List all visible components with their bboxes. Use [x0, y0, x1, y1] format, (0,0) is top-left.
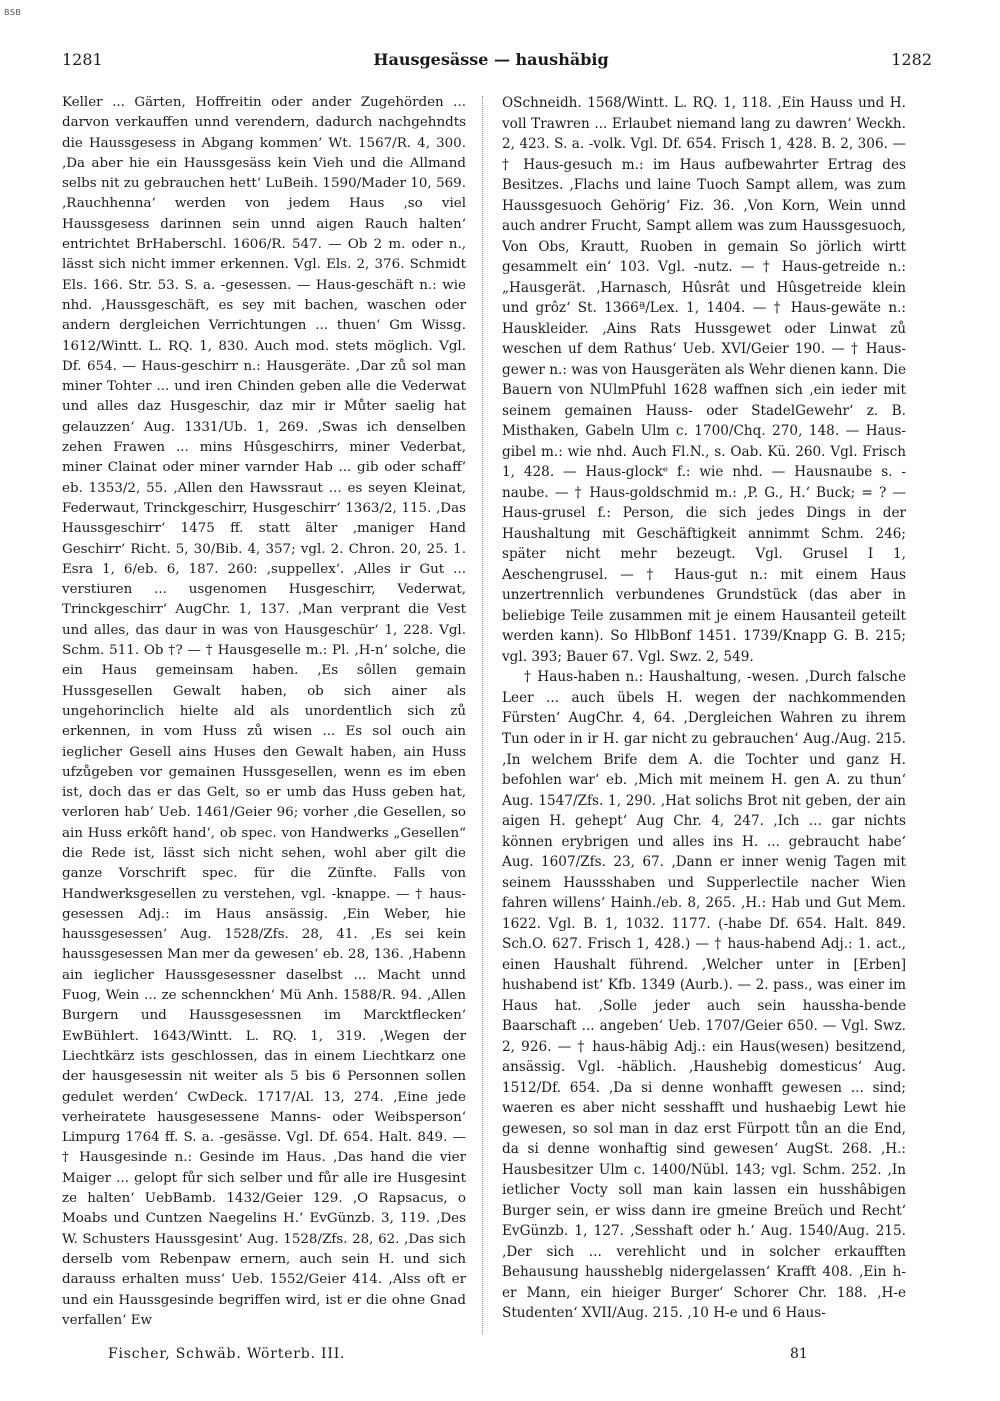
column-right-text-2: † Haus-haben n.: Haushaltung, -wesen. ‚Durch falsche Leer ... auch übels H. wegen der nachkommenden Fürsten‘ AugChr. 4, 64. ‚Dergleichen Wahren zu ihrem Tun oder in ir H. gar nicht zu gebrauchen‘ Aug./Aug. 215. ‚In welchem Brife dem A. die Tochter und ganz H. befohlen war‘ eb. ‚Mich mit meinem H. gen A. zu thun‘ Aug. 1547/Zfs. 1, 290. ‚Hat solichs Brot nit geben, der ain aigen H. gehept‘ Aug Chr. 4, 247. ‚Ich ... gar nichts können erybrigen und alles ins H. ... gebraucht habe‘ Aug. 1607/Zfs. 23, 67. ‚Dann er inner wenig Tagen mit seinem Haussshaben und Supperlectile nacher Wien fahren willens‘ Hainh./eb. 8, 265. ‚H.: Hab und Gut Mem. 1622. Vgl. B. 1, 1032. 1177. (-habe Df. 654. Halt. 849. Sch.O. 627. Frisch 1, 428.) — † haus-habend Adj.: 1. act., einen Haushalt führend. ‚Welcher unter in [Erben] hushabend ist‘ Kfb. 1349 (Aurb.). — 2. pass., was einer im Haus hat. ‚Solle jeder auch sein haussha-bende Baarschaft ... angeben‘ Ueb. 1707/Geier 650. — Vgl. Swz. 2, 926. — † haus-häbig Adj.: ein Haus(wesen) besitzend, ansässig. Vgl. -häblich. ‚Haushebig domesticus‘ Aug. 1512/Df. 654. ‚Da si denne wonhafft gewesen ... sind; waeren es aber nicht sesshafft und hushaebig Lewt hie gewesen, so sol man in daz erst Fürpott tůn an die End, da si denne wonhaftig sind gewesen‘ AugSt. 268. ‚H.: Hausbesitzer Ulm c. 1400/Nübl. 143; vgl. Schm. 252. ‚In ietlicher Vocty soll man kain lassen ein husshâbigen Burger sein, er wiss dann ire gmeine Breüch und Recht‘ EvGünzb. 1, 127. ‚Sesshaft oder h.‘ Aug. 1540/Aug. 215. ‚Der sich ... verehlicht und in solcher erkaufften Behausung haussheblg nidergelassen‘ Krafft 408. ‚Ein h-er Mann, ein hieiger Burger‘ Schorer Chr. 188. ‚H-e Studenten‘ XVII/Aug. 215. ‚10 H-e und 6 Haus-	[502, 669, 906, 1322]
column-right	[502, 93, 906, 1324]
column-right-text-1: OSchneidh. 1568/Wintt. L. RQ. 1, 118. ‚Ein Hauss und H. voll Trawren ... Erlaubet niemand lang zu dawren‘ Weckh. 2, 423. S. a. -volk. Vgl. Df. 654. Frisch 1, 428. B. 2, 306. — † Haus-gesuch m.: im Haus aufbewahrter Ertrag des Besitzes. ‚Flachs und laine Tuoch Sampt allem, was zum Haussgesuoch Gehörig‘ Fiz. 36. ‚Von Korn, Wein unnd auch andrer Frucht, Sampt allem was zum Haussgesuoch, Von Obs, Krautt, Ruoben in gemain So jörlich wirtt gesammelt ein‘ 103. Vgl. -nutz. — † Haus-getreide n.: „Hausgerät. ‚Harnasch, Hûsrât und Hûsgetreide klein und grôz‘ St. 1366ª/Lex. 1, 1404. — † Haus-gewäte n.: Hauskleider. ‚Ains Rats Hussgewet oder Linwat zů weschen uf dem Rathus‘ Ueb. XVI/Geier 190. — † Haus-gewer n.: was von Hausgeräten als Wehr dienen kann. Die Bauern von NUlmPfuhl 1628 waffnen sich ‚ein ieder mit seinem gemainen Hauss- oder StadelGewehr‘ z. B. Misthaken, Gabeln Ulm c. 1700/Chq. 270, 148. — Haus-gibel m.: wie nhd. Auch Fl.N., s. Oab. Kü. 260. Vgl. Frisch 1, 428. — Haus-glockᵉ f.: wie nhd. — Hausnaube s. -naube. — † Haus-goldschmid m.: ‚P. G., H.‘ Buck; = ? — Haus-grusel f.: Person, die sich jedes Dings in der Haushaltung mit Geschäftigkeit annimmt Schm. 246; später nicht mehr bezeugt. Vgl. Grusel I 1, Aeschengrusel. — † Haus-gut n.: mit einem Haus unzertrennlich verbundenes Grundstück (das aber in beliebige Teile zusammen mit je einem Hausanteil geteilt werden kann). So HlbBonf 1451. 1739/Knapp G. B. 215; vgl. 393; Bauer 67. Vgl. Swz. 2, 549.	[502, 95, 906, 665]
column-left-text: Keller ... Gärten, Hoffreitin oder ander Zugehörden ... darvon verkauffen unnd verendern, dadurch nachgehndts die Haussgesess in Abgang kommen‘ Wt. 1567/R. 4, 300. ‚Da aber hie ein Haussgesäss kein Vieh und die Allmand selbs nit zu gebrauchen hett‘ LuBeih. 1590/Mader 10, 569. ‚Rauchhenna‘ werden von jedem Haus ‚so viel Haussgesess darinnen sein unnd aigen Rauch halten‘ entrichtet BrHaberschl. 1606/R. 547. — Ob 2 m. oder n., lässt sich nicht immer erkennen. Vgl. Els. 2, 376. Schmidt Els. 166. Str. 53. S. a. -gesessen. — Haus-geschäft n.: wie nhd. ‚Haussgeschäft, es sey mit bachen, waschen oder andern dergleichen Verrichtungen ... thuen‘ Gm Wissg. 1612/Wintt. L. RQ. 1, 830. Auch mod. stets möglich. Vgl. Df. 654. — Haus-geschirr n.: Hausgeräte. ‚Dar zů sol man miner Tohter ... und iren Chinden geben alle die Vederwat und alles daz Husgeschir, daz mir ir Můter saelig hat gelauzzen‘ Aug. 1331/Ub. 1, 269. ‚Swas ich denselben zehen Frawen ... mins Hûsgeschirrs, miner Vederbat, miner Clainat oder miner varnder Hab ... gib oder schaff‘ eb. 1353/2, 55. ‚Allen den Hawssraut ... es seyen Kleinat, Federwaut, Trinckgeschirr, Husgeschirr‘ 1363/2, 115. ‚Das Haussgeschirr‘ 1475 ff. statt älter ‚maniger Hand Geschirr‘ Richt. 5, 30/Bib. 4, 357; vgl. 2. Chron. 20, 25. 1. Esra 1, 6/eb. 6, 187. 260: ‚suppellex‘. ‚Alles ir Gut ... verstiuren ... usgenomen Husgeschirr, Vederwat, Trinckgeschirr‘ AugChr. 1, 137. ‚Man verprant die Vest und alles, das daur in was von Hausgeschür‘ 1, 228. Vgl. Schm. 511. Ob †? — † Hausgeselle m.: Pl. ‚H-n‘ solche, die ein Haus gemeinsam haben. ‚Es sôllen gemain Hussgesellen Gewalt haben, ob sich ainer als ungehorinclich hielte ald als unordentlich sich zů erkennen, in vom Huss zů wisen ... Es sol ouch ain iеglicher Gesell ains Huses den Gewalt haben, ain Huss ufzůgeben vor gemainen Hussgesellen, wenn es im eben ist, doch das er das Gelt, so er umb das Huss geben hat, verloren hab‘ Ueb. 1461/Geier 96; vorher ‚die Gesellen, so ain Huss erkôft hand‘, ob spec. von Handwerks „Gesellen“ die Rede ist, lässt sich nicht sehen, wohl aber gilt die ganze Vorschrift spec. für die Zünfte. Falls von Handwerksgesellen zu verstehen, vgl. -knappe. — † haus-gesessen Adj.: im Haus ansässig. ‚Ein Weber, hie haussgesessen‘ Aug. 1528/Zfs. 28, 41. ‚Es sei kein haussgesessen Man mer da gewesen‘ eb. 28, 136. ‚Habenn ain ieglicher Haussgesessner daselbst ... Macht unnd Fuog, Wein ... ze schennckhen‘ Mü Anh. 1588/R. 94. ‚Allen Burgern und Haussgesessnen im Marcktflecken‘ EwBühlert. 1643/Wintt. L. RQ. 1, 319. ‚Wegen der Liechtkärz ists geschlossen, das in einem Liechtkarz one der hausgesessin nit weiter als 5 bis 6 Personnen sollen gedulet werden‘ CwDeck. 1717/Al. 13, 274. ‚Eine jede verheiratete hausgesessene Manns- oder Weibsperson‘ Limpurg 1764 ff. S. a. -gesässe. Vgl. Df. 654. Halt. 849. — † Hausgesinde n.: Gesinde im Haus. ‚Das hand die vier Maiger ... gelopt fůr sich selber und fůr alle ire Husgesint ze halten‘ UebBamb. 1432/Geier 129. ‚O Rapsacus, o Moabs und Cuntzen Naegelins H.‘ EvGünzb. 3, 119. ‚Des W. Schusters Haussgesint‘ Aug. 1528/Zfs. 28, 62. ‚Das sich derselb vom Rebenpaw ernern, auch sein H. und sich darauss erhalten muss‘ Ueb. 1552/Geier 414. ‚Alss oft er und ein Haussgesinde begriffen wird, ist er die ohne Gnad verfallen‘ Ew	[62, 95, 466, 1328]
running-header	[62, 50, 932, 74]
headword-range-title: Hausgesässe — haushäbig	[373, 50, 609, 69]
page-number-left: 1281	[62, 50, 103, 69]
column-left	[62, 93, 466, 1331]
footer-title: Fischer, Schwäb. Wörterb. III.	[108, 1346, 346, 1362]
library-stamp: BSB	[4, 8, 22, 17]
column-divider	[482, 96, 483, 1334]
signature-mark: 81	[790, 1346, 808, 1362]
page-number-right: 1282	[891, 50, 932, 69]
